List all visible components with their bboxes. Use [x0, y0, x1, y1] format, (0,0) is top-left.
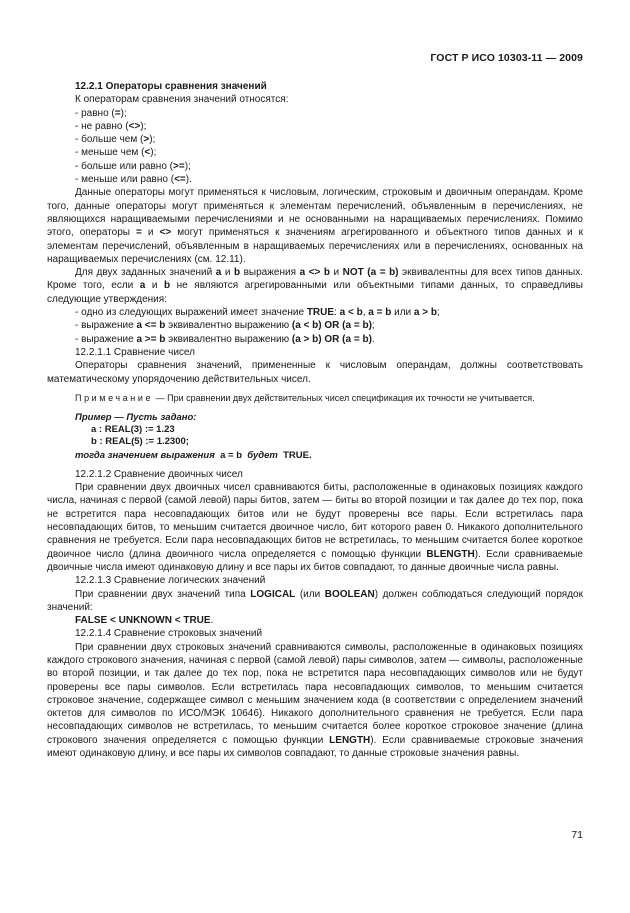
list-item: - выражение a <= b эквивалентно выражению (a < b) OR (a = b);	[75, 320, 375, 332]
example-line: a : REAL(3) := 1.23	[91, 423, 175, 435]
page-number: 71	[571, 829, 583, 841]
subsection-title: 12.2.1.2 Сравнение двоичных чисел	[75, 468, 243, 480]
operator-list	[47, 107, 583, 187]
subsection-title: 12.2.1.4 Сравнение строковых значений	[75, 628, 263, 640]
list-item: - больше чем (>);	[75, 134, 156, 146]
paragraph-string-comparison: При сравнении двух строковых значений сравниваются символы, расположенные в одинаковых позициях каждого строкового значения, начиная с первой (самой левой) пары символов, затем — символы, расположенные во второй позиции, и так далее до тех пор, пока не встретится пара несовпадающих символов или не будут проверены все пары символов. Если встретилась пара несовпадающих символов, то меньшим считается строковое значение, содержащее символ с меньшим значением кода (в соответствии с определением значений октетов для символов по ИСО/МЭК 10646). Никакого дополнительного сравнения не требуется. Если пара несовпадающих символов не встретилась, то меньшим считается более короткое строковое значение (длина строкового значения определяется с помощью функции LENGTH). Если сравниваемые строковые значения имеют одинаковую длину, и все пары их символов совпадают, то данные строковые значения равны.	[47, 641, 583, 760]
document-header: ГОСТ Р ИСО 10303-11 — 2009	[430, 52, 583, 64]
subsection-title: 12.2.1.1 Сравнение чисел	[75, 346, 195, 358]
example-line: b : REAL(5) := 1.2300;	[91, 435, 189, 447]
list-item: - меньше чем (<);	[75, 147, 157, 159]
paragraph-operands: Данные операторы могут применяться к числовым, логическим, строковым и двоичным операндам. Кроме того, данные операторы могут применяться к элементам перечислений, объявленным в перечислениях, не являющихся наращиваемыми перечислениями и не основанными на наращиваемых перечислениях. Помимо этого, операторы = и <> могут применяться к значениям агрегированного и объектного типов данных и к элементам перечислений, объявленным в наращиваемых перечислениях или в перечислениях, основанных на наращиваемых перечислениях (см. 12.11).	[47, 187, 583, 265]
section-heading: 12.2.1 Операторы сравнения значений	[75, 81, 267, 92]
list-item: - одно из следующих выражений имеет значение TRUE: a < b, a = b или a > b;	[75, 307, 440, 319]
list-item: - выражение a >= b эквивалентно выражению (a > b) OR (a = b).	[75, 333, 375, 345]
note: Примечание — При сравнении двух действительных чисел спецификация их точности не учитывается.	[75, 392, 535, 403]
subsection-title: 12.2.1.3 Сравнение логических значений	[75, 575, 266, 587]
example-block	[47, 412, 583, 462]
paragraph-logical-comparison: При сравнении двух значений типа LOGICAL (или BOOLEAN) должен соблюдаться следующий порядок значений:	[47, 588, 583, 613]
paragraph-equivalence: Для двух заданных значений a и b выражения a <> b и NOT (a = b) эквивалентны для всех типов данных. Кроме того, если a и b не являются агрегированными или объектными типами данных, то справедливы следующие утверждения:	[47, 267, 583, 305]
intro-text: К операторам сравнения значений относятся:	[75, 94, 289, 106]
paragraph-binary-comparison: При сравнении двух двоичных чисел сравниваются биты, расположенные в одинаковых позициях каждого числа, начиная с первой (самой левой) пары битов, затем — биты во второй позиции и так далее до тех пор, пока не встретится пара несовпадающих битов или не будут проверены все пары. Если встретилась пара несовпадающих битов, то меньшим считается двоичное число, бит которого равен 0. Никакого дополнительного сравнения не требуется. Если пара несовпадающих битов не встретилась, то меньшим считается более короткое двоичное число (длина двоичного числа определяется с помощью функции BLENGTH). Если сравниваемые двоичные числа имеют одинаковую длину и все пары их битов совпадают, то данные двоичные числа равны.	[47, 482, 583, 573]
paragraph-number-comparison: Операторы сравнения значений, примененные к числовым операндам, должны соответствовать математическому упорядочению действительных чисел.	[47, 360, 583, 385]
list-item: - не равно (<>);	[75, 120, 147, 132]
list-item: - равно (=);	[75, 107, 127, 119]
example-result: тогда значением выражения a = b будет TRUE.	[75, 449, 312, 461]
list-item: - больше или равно (>=);	[75, 160, 191, 172]
page-content	[47, 80, 583, 760]
logical-order: FALSE < UNKNOWN < TRUE.	[75, 615, 214, 627]
example-intro: Пример — Пусть задано:	[75, 411, 197, 423]
list-item: - меньше или равно (<=).	[75, 174, 192, 186]
